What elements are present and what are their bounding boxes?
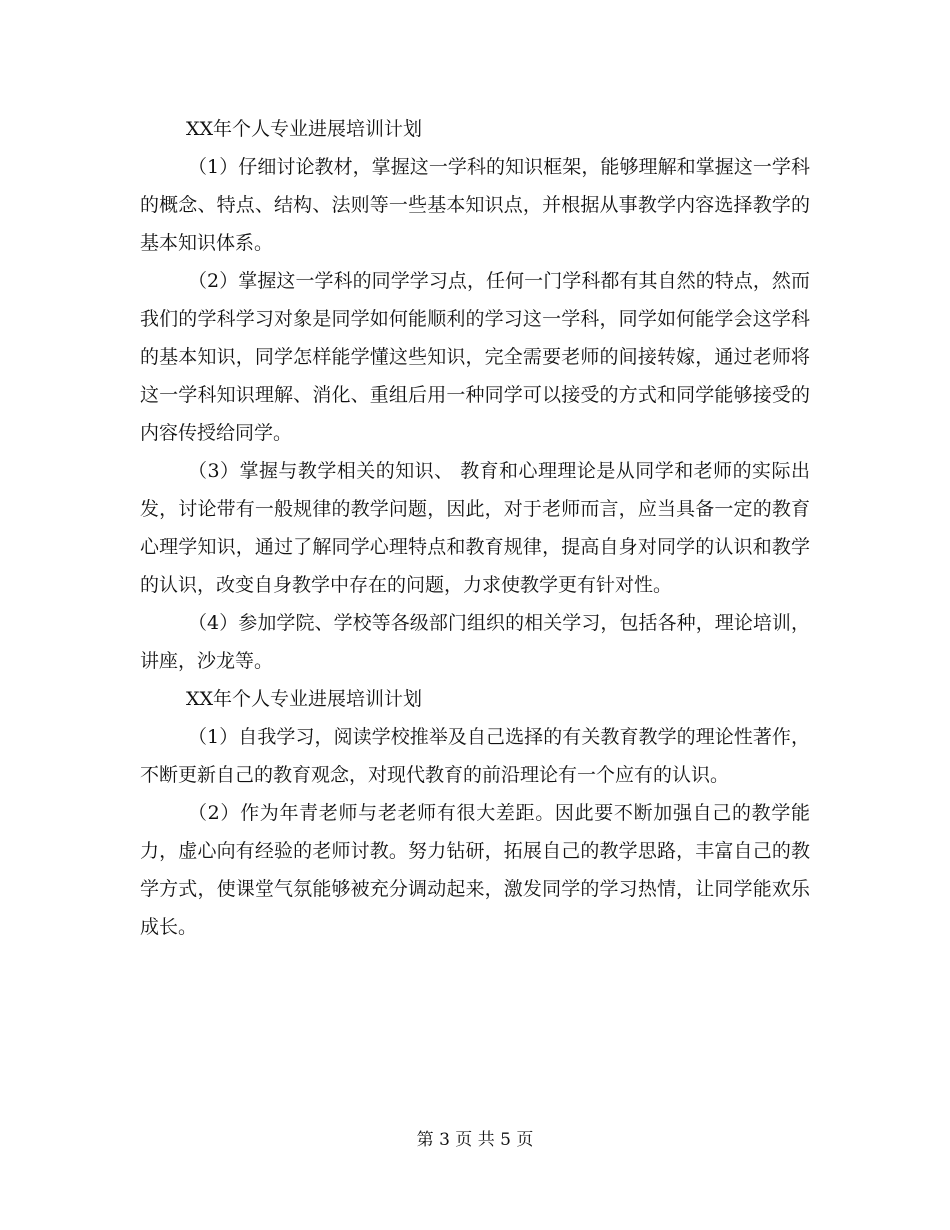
paragraph: （1）仔细讨论教材，掌握这一学科的知识框架，能够理解和掌握这一学科的概念、特点、结构、法则等一些基本知识点，并根据从事教学内容选择教学的基本知识体系。 xyxy=(140,156,810,254)
section-heading: XX年个人专业进展培训计划 xyxy=(186,118,423,140)
paragraph: （2）掌握这一学科的同学学习点，任何一门学科都有其自然的特点，然而我们的学科学习对象是同学如何能顺利的学习这一学科，同学如何能学会这学科的基本知识，同学怎样能学懂这些知识，完全需要老师的间接转嫁，通过老师将这一学科知识理解、消化、重组后用一种同学可以接受的方式和同学能够接受的内容传授给同学。 xyxy=(140,270,810,444)
page-number-footer: 第 3 页 共 5 页 xyxy=(416,1130,534,1150)
document-body xyxy=(140,110,810,946)
paragraph: （2）作为年青老师与老老师有很大差距。因此要不断加强自己的教学能力，虚心向有经验的老师讨教。努力钻研，拓展自己的教学思路，丰富自己的教学方式，使课堂气氛能够被充分调动起来，激发同学的学习热情，让同学能欢乐成长。 xyxy=(140,802,810,938)
section-heading: XX年个人专业进展培训计划 xyxy=(186,688,423,710)
paragraph: （3）掌握与教学相关的知识、 教育和心理理论是从同学和老师的实际出发，讨论带有一般规律的教学问题，因此，对于老师而言，应当具备一定的教育心理学知识，通过了解同学心理特点和教育规律，提高自身对同学的认识和教学的认识，改变自身教学中存在的问题，力求使教学更有针对性。 xyxy=(140,460,810,596)
paragraph: （4）参加学院、学校等各级部门组织的相关学习，包括各种，理论培训，讲座，沙龙等。 xyxy=(140,612,810,672)
section-2 xyxy=(140,680,810,946)
paragraph: （1）自我学习，阅读学校推举及自己选择的有关教育教学的理论性著作，不断更新自己的教育观念，对现代教育的前沿理论有一个应有的认识。 xyxy=(140,726,810,786)
section-1 xyxy=(140,110,810,680)
